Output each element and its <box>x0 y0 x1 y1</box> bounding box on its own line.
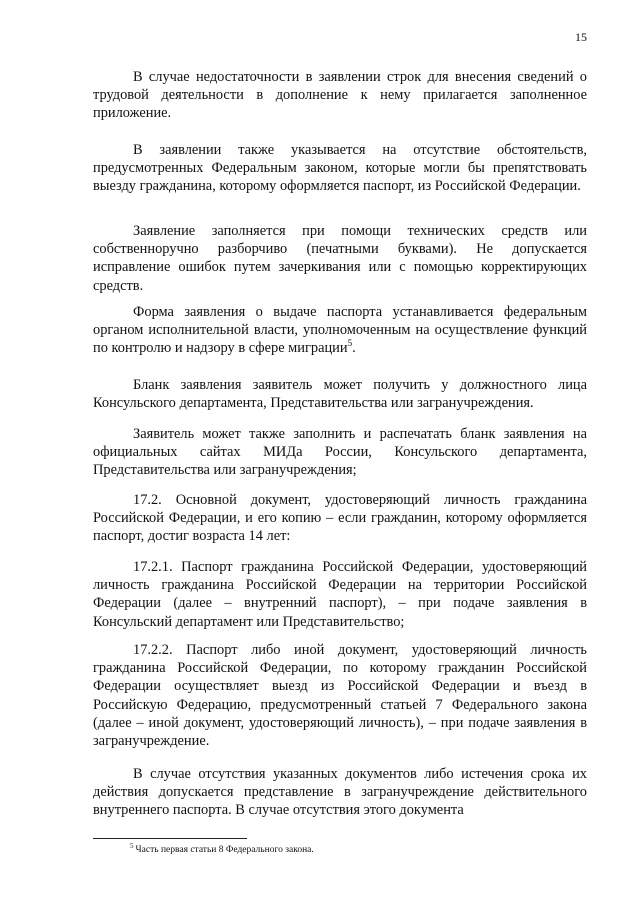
paragraph-17-2: 17.2. Основной документ, удостоверяющий личность гражданина Российской Федерации, и его копию – если гражданин, которому оформляется паспорт, достиг возраста 14 лет: <box>93 492 587 545</box>
paragraph-circumstances: В заявлении также указывается на отсутствие обстоятельств, предусмотренных Федеральным законом, которые могли бы препятствовать выезду гражданина, которому оформляется паспорт, из Российской Федерации. <box>93 142 587 195</box>
paragraph-form-authority-text: Форма заявления о выдаче паспорта устанавливается федеральным органом исполнительной власти, уполномоченным на осуществление функций по контролю и надзору в сфере миграции <box>93 304 587 357</box>
footnote-mark: 5 <box>130 842 134 850</box>
footnote-reference: 5 <box>347 338 353 349</box>
paragraph-print-form: Заявитель может также заполнить и распечатать бланк заявления на официальных сайтах МИДа России, Консульского департамента, Представительства или загранучреждения; <box>93 426 587 479</box>
paragraph-appendix: В случае недостаточности в заявлении строк для внесения сведений о трудовой деятельности в дополнение к нему прилагается заполненное приложение. <box>93 69 587 122</box>
paragraph-absence: В случае отсутствия указанных документов либо истечения срока их действия допускается представление в загранучреждение действительного внутреннего паспорта. В случае отсутствия этого документа <box>93 766 587 819</box>
paragraph-form-authority <box>93 303 587 358</box>
paragraph-blank-form: Бланк заявления заявитель может получить у должностного лица Консульского департамента, Представительства или загранучреждения. <box>93 377 587 412</box>
footnote-reference-period: . <box>352 340 356 357</box>
page-number: 15 <box>575 30 587 44</box>
paragraph-17-2-2: 17.2.2. Паспорт либо иной документ, удостоверяющий личность гражданина Российской Федерации, по которому гражданин Российской Федерации осуществляет выезд из Российской Федерации и въезд в Российскую Федерацию, предусмотренный статьей 7 Федерального закона (далее – иной документ, удостоверяющий личность), – при подаче заявления в загранучреждение. <box>93 642 587 750</box>
paragraph-17-2-1: 17.2.1. Паспорт гражданина Российской Федерации, удостоверяющий личность гражданина Российской Федерации на территории Российской Федерации (далее – внутренний паспорт), – при подаче заявления в Консульский департамент или Представительство; <box>93 559 587 630</box>
footnote-separator <box>93 838 247 839</box>
footnote-text: Часть первая статьи 8 Федерального закона. <box>135 845 314 855</box>
paragraph-filling-method: Заявление заполняется при помощи технических средств или собственноручно разборчиво (печатными буквами). Не допускается исправление ошибок путем зачеркивания или с помощью корректирующих средств. <box>93 223 587 294</box>
footnote <box>130 844 314 856</box>
